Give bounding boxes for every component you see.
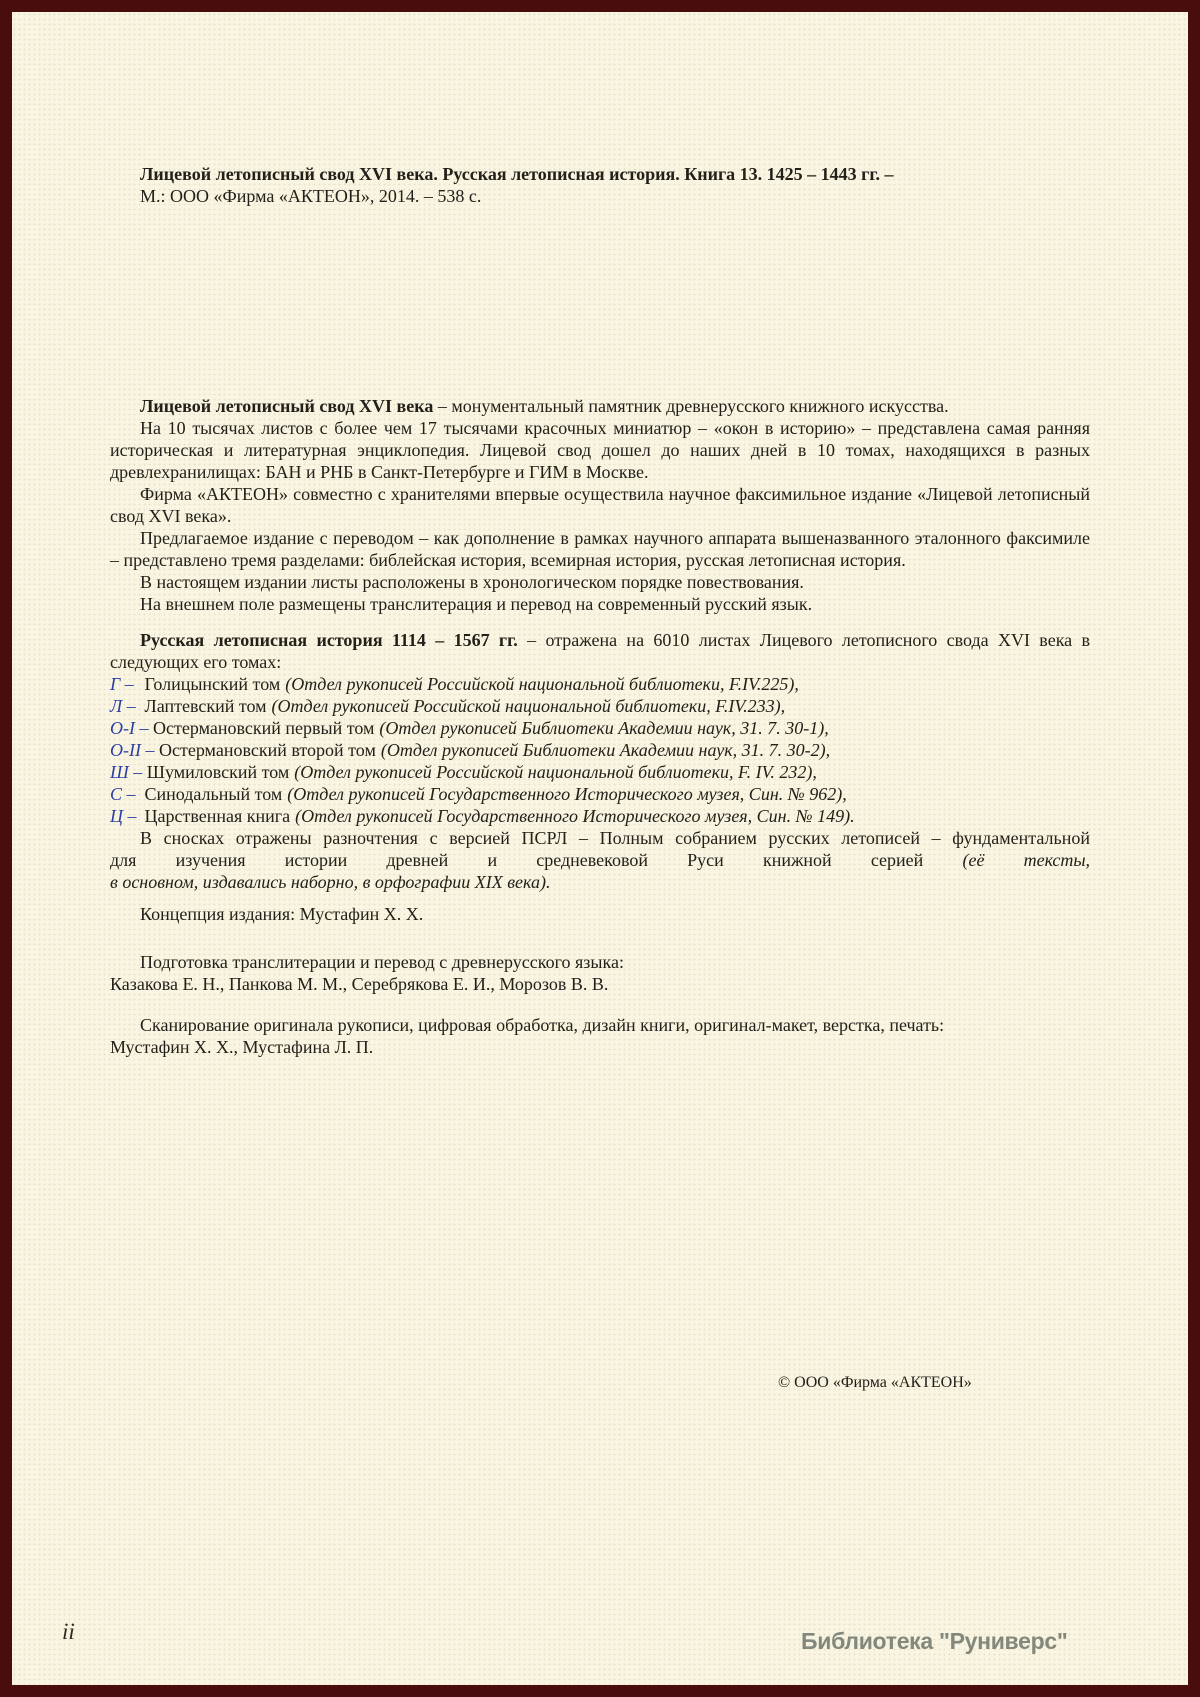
- volume-name: Царственная книга: [144, 806, 291, 826]
- lead-rest: – монументальный памятник древнерусского книжного искусства.: [433, 396, 949, 416]
- paragraph-edition: Предлагаемое издание с переводом – как дополнение в рамках научного аппарата вышеназванного эталонного факсимиле – представлено тремя разделами: библейская история, всемирная история, русская летописная история.: [110, 528, 1090, 570]
- volume-code: О-II –: [110, 740, 155, 760]
- volume-code: С –: [110, 784, 136, 804]
- volume-ref: (Отдел рукописей Российской национальной библиотеки, F. IV. 232),: [294, 762, 817, 782]
- paragraph-lead: [110, 395, 1090, 417]
- volume-row: [110, 673, 1090, 695]
- volume-name: Шумиловский том: [146, 762, 290, 782]
- volume-code: Л –: [110, 696, 136, 716]
- volume-code: Ш –: [110, 762, 143, 782]
- volume-ref: (Отдел рукописей Российской национальной библиотеки, F.IV.233),: [271, 696, 786, 716]
- paragraph-order: В настоящем издании листы расположены в хронологическом порядке повествования.: [140, 572, 804, 592]
- footnote-line-2: [110, 849, 1090, 871]
- volume-row: [110, 783, 1090, 805]
- volume-code: Ц –: [110, 806, 137, 826]
- volume-name: Остермановский второй том: [158, 740, 376, 760]
- intro-section: [110, 395, 1090, 615]
- page-number: ii: [62, 1619, 75, 1644]
- volume-row: [110, 717, 1090, 739]
- citation-imprint-line: М.: ООО «Фирма «АКТЕОН», 2014. – 538 с.: [140, 186, 482, 206]
- footnote-line-2-regular: для изучения истории древней и средневековой Руси книжной серией: [110, 850, 924, 870]
- scan-names: Мустафин Х. Х., Мустафина Л. П.: [110, 1037, 374, 1057]
- volume-name: Лаптевский том: [144, 696, 267, 716]
- translit-block: [110, 951, 1090, 995]
- volume-ref: (Отдел рукописей Государственного Исторического музея, Син. № 962),: [287, 784, 847, 804]
- paragraph-acteon: Фирма «АКТЕОН» совместно с хранителями впервые осуществила научное факсимильное издание «Лицевой летописный свод XVI века».: [110, 484, 1090, 526]
- volumes-section: [110, 629, 1090, 893]
- volume-row: [110, 739, 1090, 761]
- volume-ref: (Отдел рукописей Библиотеки Академии наук, 31. 7. 30-1),: [379, 718, 829, 738]
- paragraph-margins: На внешнем поле размещены транслитерация и перевод на современный русский язык.: [140, 594, 813, 614]
- volume-name: Голицынский том: [144, 674, 281, 694]
- volume-ref: (Отдел рукописей Библиотеки Академии наук, 31. 7. 30-2),: [380, 740, 831, 760]
- concept-line: Концепция издания: Мустафин Х. Х.: [140, 904, 424, 924]
- translit-heading: Подготовка транслитерации и перевод с древнерусского языка:: [140, 952, 624, 972]
- citation-block: [140, 163, 1020, 207]
- scan-heading: Сканирование оригинала рукописи, цифровая обработка, дизайн книги, оригинал-макет, верстка, печать:: [140, 1015, 945, 1035]
- footnote-line-2-italic: (её тексты,: [962, 850, 1091, 870]
- runivers-watermark: Библиотека "Руниверс": [801, 1628, 1068, 1654]
- volume-row: [110, 805, 1090, 827]
- volumes-lead-title: Русская летописная история 1114 – 1567 гг.: [140, 630, 518, 650]
- footnote-line-3: в основном, издавались наборно, в орфографии XIX века).: [110, 872, 551, 892]
- footnote-line-1: В сносках отражены разночтения с версией ПСРЛ – Полным собранием русских летописей – фундаментальной: [140, 828, 1090, 848]
- copyright-line: © ООО «Фирма «АКТЕОН»: [778, 1374, 972, 1391]
- volume-code: Г –: [110, 674, 134, 694]
- volume-name: Остермановский первый том: [153, 718, 375, 738]
- volumes-lead: [110, 629, 1090, 673]
- citation-title-line: [140, 163, 1020, 185]
- translit-names: Казакова Е. Н., Панкова М. М., Серебрякова Е. И., Морозов В. В.: [110, 974, 609, 994]
- paragraph-overview: На 10 тысячах листов с более чем 17 тысячами красочных миниатюр – «окон в историю» – представлена самая ранняя историческая и литературная энциклопедия. Лицевой свод дошел до наших дней в 10 томах, находящихся в разных древлехранилищах: БАН и РНБ в Санкт-Петербурге и ГИМ в Москве.: [110, 418, 1090, 482]
- volume-code: О-I –: [110, 718, 149, 738]
- volume-ref: (Отдел рукописей Государственного Исторического музея, Син. № 149).: [295, 806, 855, 826]
- citation-title: Лицевой летописный свод XVI века. Русская летописная история. Книга 13. 1425 – 1443 гг. –: [140, 164, 894, 184]
- volumes-lead-rest: – отражена на 6010 листах Лицевого летописного свода XVI века в следующих его томах:: [110, 630, 1090, 672]
- volume-name: Синодальный том: [144, 784, 283, 804]
- scan-block: [110, 1014, 1090, 1058]
- volume-ref: (Отдел рукописей Российской национальной библиотеки, F.IV.225),: [285, 674, 799, 694]
- volume-row: [110, 761, 1090, 783]
- volume-row: [110, 695, 1090, 717]
- lead-title: Лицевой летописный свод XVI века: [140, 396, 434, 416]
